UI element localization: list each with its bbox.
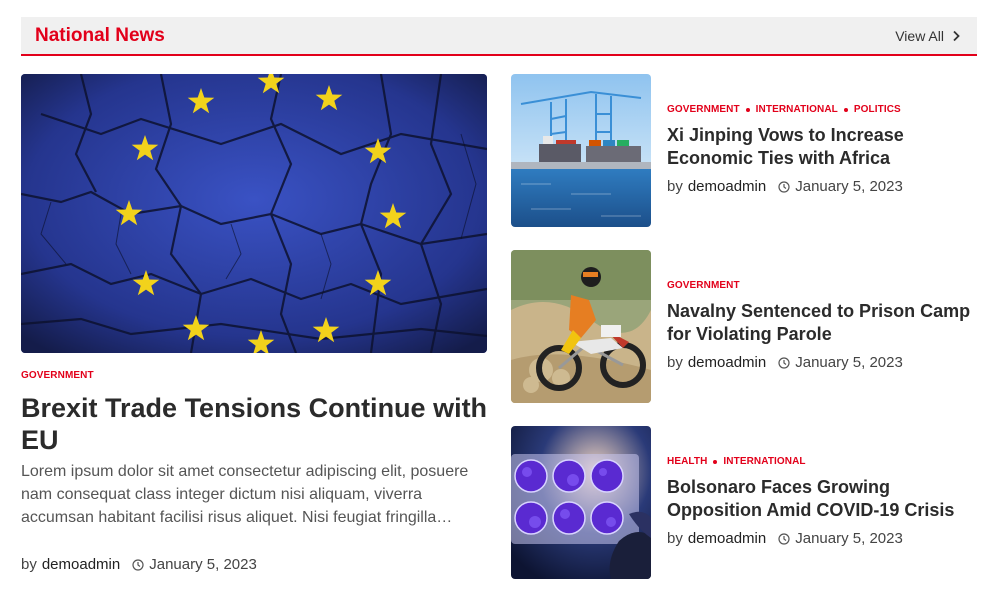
side-article-categories bbox=[667, 280, 740, 291]
section-header bbox=[21, 17, 977, 56]
chevron-right-icon bbox=[950, 30, 962, 42]
clock-icon bbox=[132, 559, 144, 571]
side-article-categories bbox=[667, 456, 806, 467]
port-cranes-illustration bbox=[511, 74, 651, 227]
post-date[interactable]: January 5, 2023 bbox=[149, 556, 257, 573]
side-article bbox=[511, 250, 977, 403]
side-article bbox=[511, 74, 977, 227]
clock-icon bbox=[778, 533, 790, 545]
author-link[interactable]: demoadmin bbox=[687, 354, 767, 371]
side-article-image[interactable] bbox=[511, 426, 651, 579]
side-article-image[interactable] bbox=[511, 74, 651, 227]
separator-dot bbox=[844, 108, 848, 112]
side-article-title[interactable]: Bolsonaro Faces Growing Opposition Amid COVID-19 Crisis bbox=[667, 477, 955, 520]
category-label[interactable]: GOVERNMENT bbox=[667, 280, 740, 291]
category-label[interactable]: INTERNATIONAL bbox=[755, 104, 838, 115]
by-label: by bbox=[667, 530, 683, 547]
motocross-illustration bbox=[511, 250, 651, 403]
author-link[interactable]: demoadmin bbox=[41, 556, 121, 573]
side-article bbox=[511, 426, 977, 579]
featured-category[interactable] bbox=[21, 370, 94, 381]
clock-icon bbox=[778, 357, 790, 369]
category-label[interactable]: INTERNATIONAL bbox=[723, 456, 806, 467]
lab-plates-illustration bbox=[511, 426, 651, 579]
post-date[interactable]: January 5, 2023 bbox=[795, 178, 903, 195]
separator-dot bbox=[746, 108, 750, 112]
side-article-categories bbox=[667, 104, 901, 115]
featured-meta bbox=[21, 556, 257, 573]
category-label: GOVERNMENT bbox=[21, 370, 94, 381]
by-label: by bbox=[667, 354, 683, 371]
separator-dot bbox=[713, 460, 717, 464]
clock-icon bbox=[778, 181, 790, 193]
author-link[interactable]: demoadmin bbox=[687, 530, 767, 547]
featured-excerpt: Lorem ipsum dolor sit amet consectetur adipiscing elit, posuere nam consequat class integer dictum nisi aliquam, viverra accumsan habitant facilisi risus aliquet. Nisi feugiat fringilla… bbox=[21, 463, 469, 526]
view-all-link[interactable] bbox=[895, 28, 962, 44]
side-article-meta bbox=[667, 354, 903, 371]
by-label: by bbox=[667, 178, 683, 195]
category-label[interactable]: GOVERNMENT bbox=[667, 104, 740, 115]
post-date[interactable]: January 5, 2023 bbox=[795, 354, 903, 371]
post-date[interactable]: January 5, 2023 bbox=[795, 530, 903, 547]
eu-flag-illustration bbox=[21, 74, 487, 353]
section-title: National News bbox=[35, 24, 165, 46]
category-label[interactable]: POLITICS bbox=[853, 104, 901, 115]
side-article-title[interactable]: Navalny Sentenced to Prison Camp for Violating Parole bbox=[667, 301, 971, 344]
category-label[interactable]: HEALTH bbox=[667, 456, 708, 467]
side-article-title[interactable]: Xi Jinping Vows to Increase Economic Ties with Africa bbox=[667, 125, 904, 168]
author-link[interactable]: demoadmin bbox=[687, 178, 767, 195]
side-article-image[interactable] bbox=[511, 250, 651, 403]
featured-image[interactable] bbox=[21, 74, 487, 353]
side-article-meta bbox=[667, 530, 903, 547]
featured-title[interactable]: Brexit Trade Tensions Continue with EU bbox=[21, 393, 488, 455]
view-all-label: View All bbox=[895, 27, 944, 44]
side-article-meta bbox=[667, 178, 903, 195]
by-label: by bbox=[21, 556, 37, 573]
